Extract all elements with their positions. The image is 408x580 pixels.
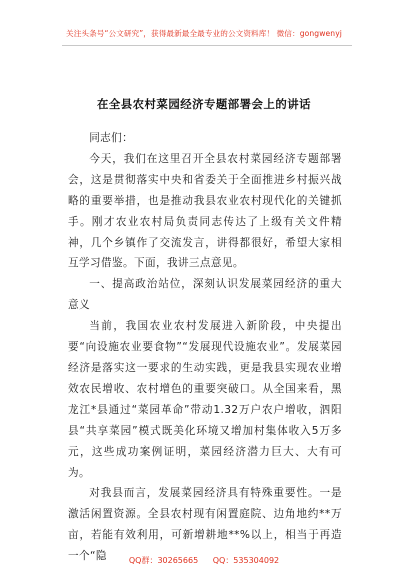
section-heading-1: 一、提高政治站位，深刻认识发展菜园经济的重大意义 bbox=[68, 278, 342, 312]
paragraph-intro: 今天，我们在这里召开全县农村菜园经济专题部署会，这是贯彻落实中央和省委关于全面推进乡村振兴战略的重要举措，也是推动我县农业农村现代化的关键抓手。刚才农业农村局负责同志传达了上级有关文件精神，几个乡镇作了交流发言，讲得都很好，希望大家相互学习借鉴。下面，我讲三点意见。 bbox=[68, 152, 342, 270]
document-body bbox=[68, 120, 342, 567]
salutation: 同志们： bbox=[89, 132, 134, 144]
footer-contact bbox=[0, 555, 408, 566]
paragraph-context: 当前，我国农业农村发展进入新阶段，中央提出要“向设施农业要食物”“发展现代设施农业”。发展菜园经济是落实这一要求的生动实践，更是我县实现农业增效农民增收、农村增色的重要突破口。从全国来看，黑龙江*县通过“菜园革命”带动1.32万户农户增收，泗阳县“共享菜园”模式既美化环境又增加村集体收入5万多元，这些成功案例证明，菜园经济潜力巨大、大有可为。 bbox=[68, 320, 342, 479]
paragraph-importance: 对我县而言，发展菜园经济具有特殊重要性。一是激活闲置资源。全县农村现有闲置庭院、边角地约**万亩，若能有效利用，可新增耕地**%以上，相当于再造一个“隐 bbox=[68, 487, 342, 563]
footer-qq: QQ：535304092 bbox=[212, 556, 280, 565]
header-divider bbox=[62, 45, 352, 46]
document-title: 在全县农村菜园经济专题部署会上的讲话 bbox=[96, 97, 312, 111]
footer-qq-group: QQ群：30265665 bbox=[128, 556, 199, 565]
header-banner: 关注头条号“公文研究”，获得最新最全最专业的公文资料库！ 微信：gongwenyj bbox=[66, 29, 342, 38]
spacer bbox=[68, 120, 342, 128]
